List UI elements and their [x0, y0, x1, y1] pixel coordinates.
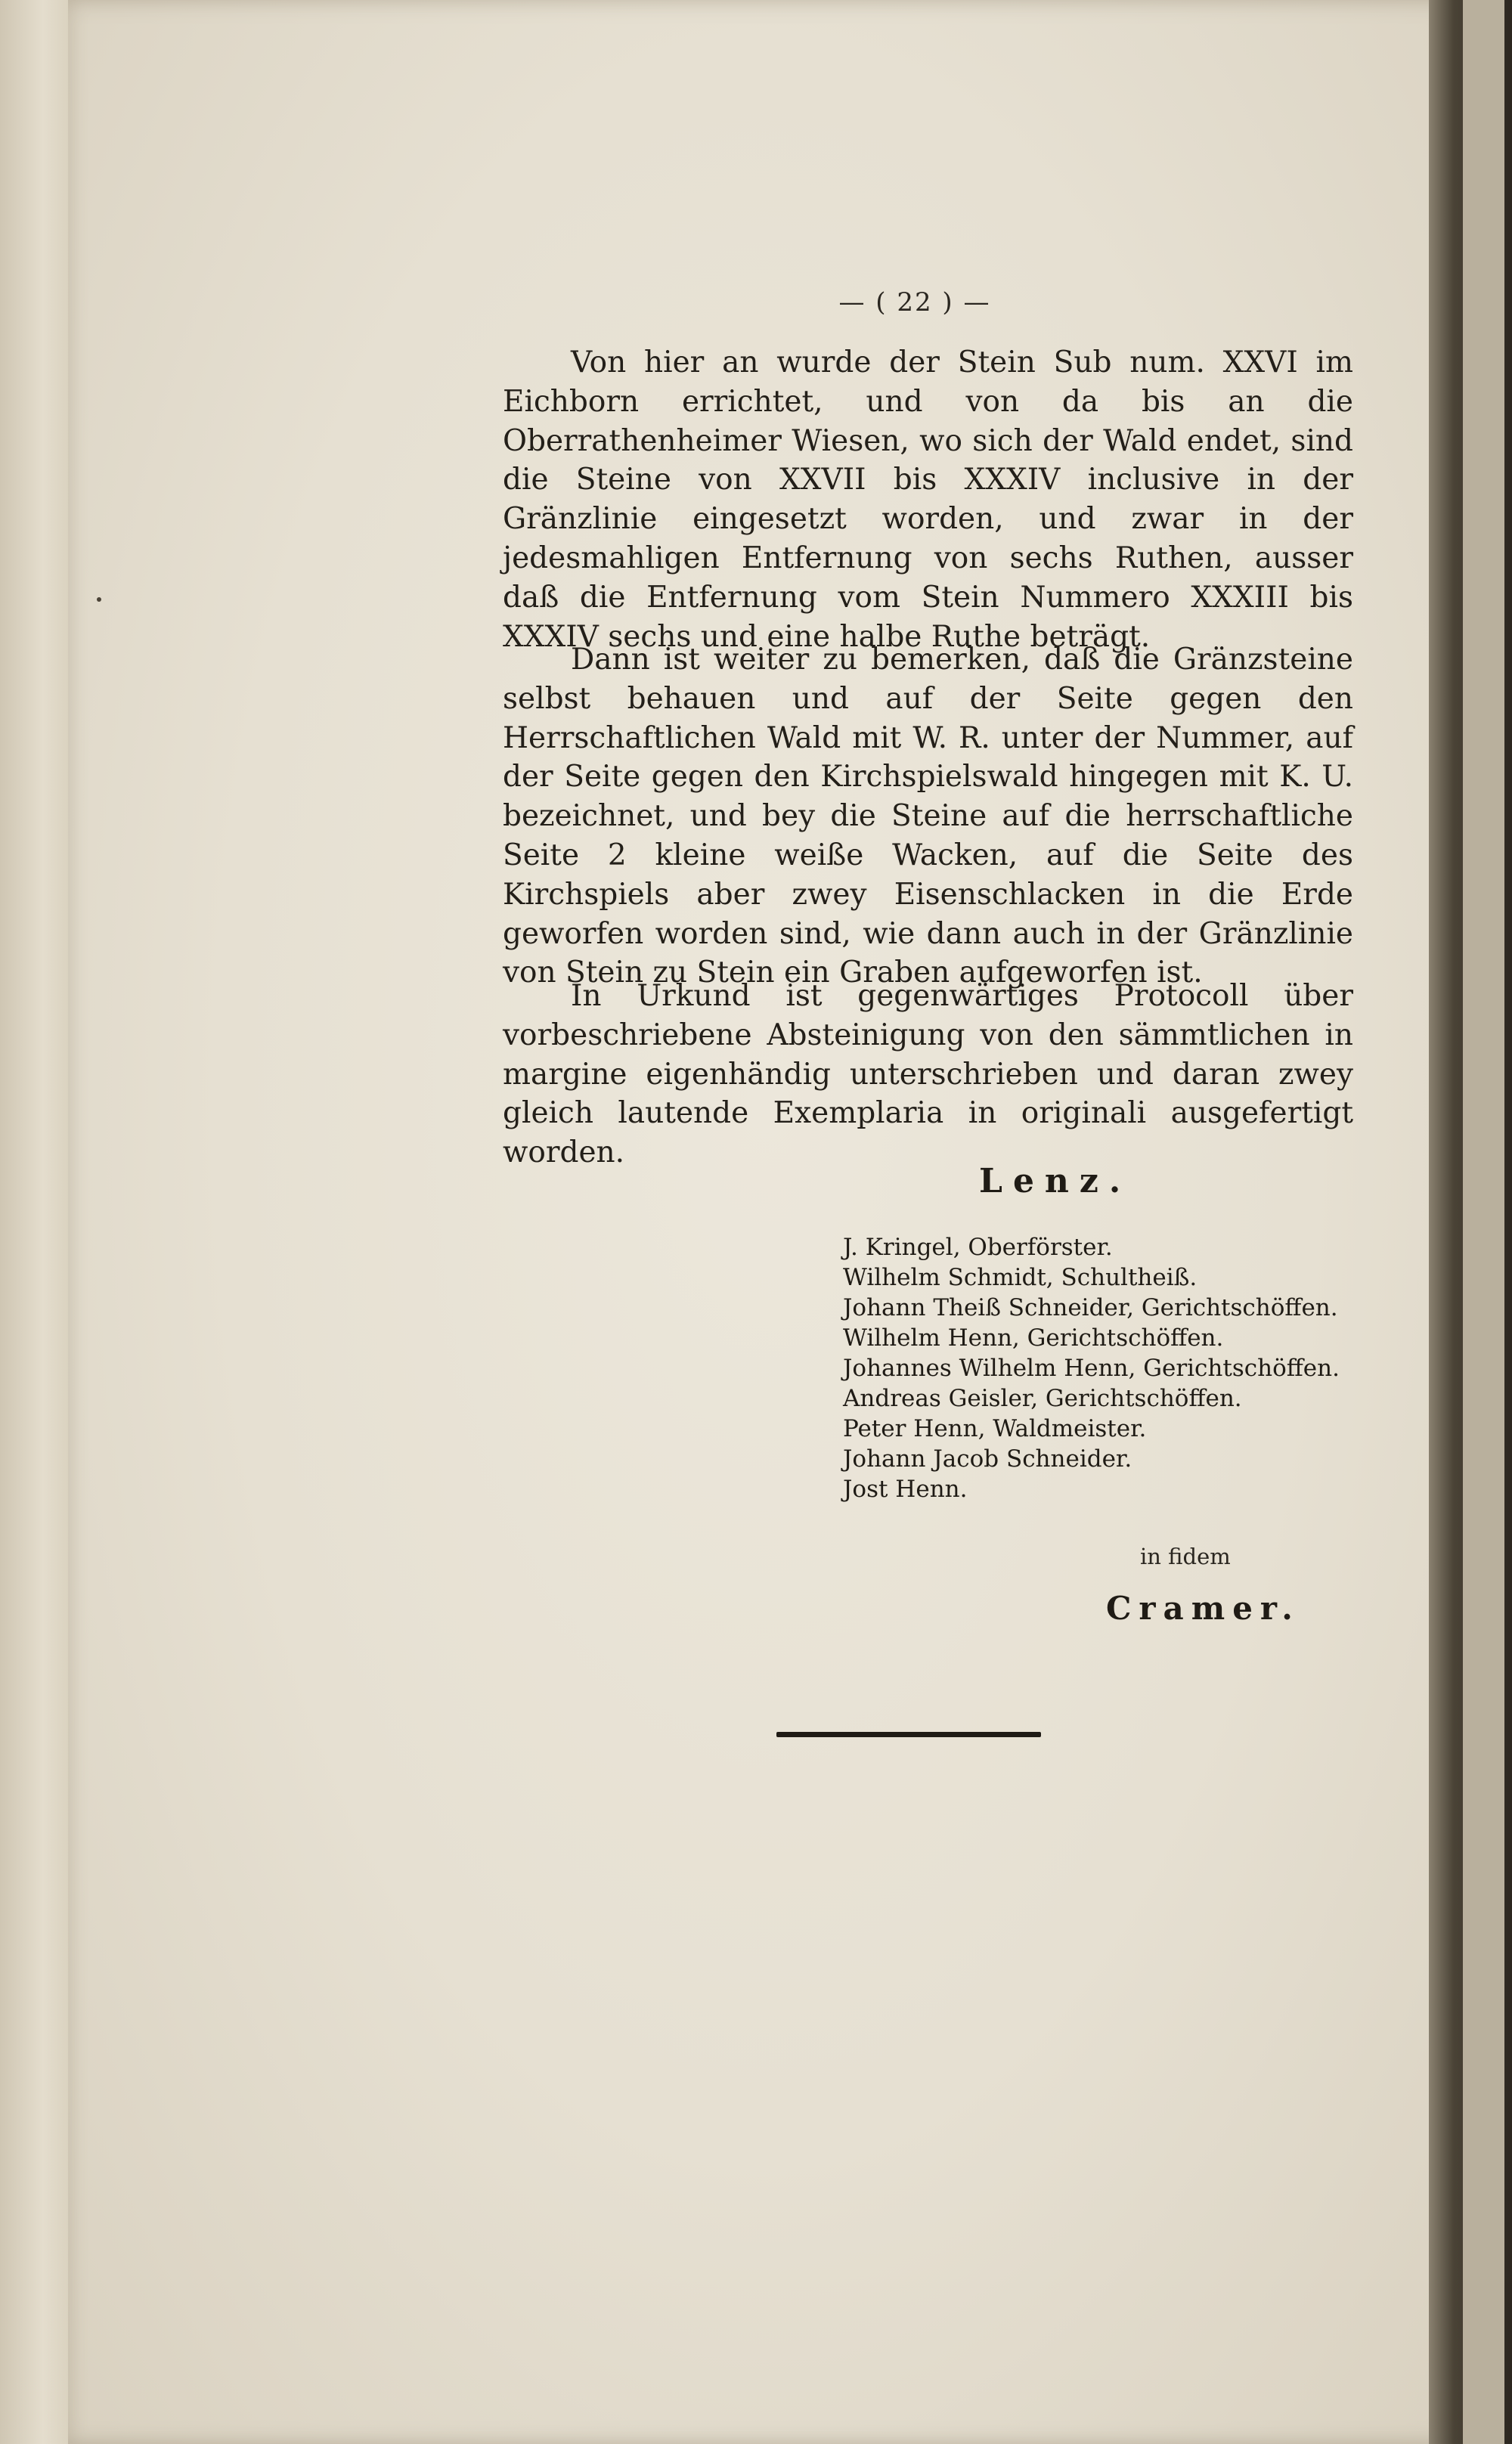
signatory: J. Kringel, Oberförster.	[843, 1234, 1113, 1261]
signatory: Jost Henn.	[843, 1476, 968, 1503]
next-page-edge	[1463, 0, 1504, 2444]
closing-rule	[776, 1732, 1041, 1737]
paragraph-stone-markings	[503, 640, 1353, 993]
signatory: Andreas Geisler, Gerichtschöffen.	[843, 1385, 1242, 1412]
signatory: Johann Theiß Schneider, Gerichtschöffen.	[843, 1294, 1338, 1321]
signature-cramer: Cramer.	[1106, 1590, 1300, 1627]
page-edge-left	[0, 0, 73, 2444]
ink-speck	[97, 597, 101, 602]
paragraph-attestation	[503, 977, 1353, 1172]
signatory: Johannes Wilhelm Henn, Gerichtschöffen.	[843, 1355, 1340, 1382]
in-fidem-label: in fidem	[1140, 1544, 1231, 1569]
signature-lenz: Lenz.	[979, 1162, 1132, 1200]
signatory: Wilhelm Schmidt, Schultheiß.	[843, 1264, 1198, 1291]
paragraph-boundary-stones	[503, 343, 1353, 656]
signatory-list	[843, 1232, 1372, 1504]
paragraph-text: In Urkund ist gegenwärtiges Protocoll über vorbeschriebene Absteinigung von den sämmtlichen in margine eigenhändig unterschrieben und daran zwey gleich lautende Exemplaria in originali ausgefertigt worden.	[503, 979, 1353, 1170]
signatory: Wilhelm Henn, Gerichtschöffen.	[843, 1324, 1224, 1352]
signatory: Peter Henn, Waldmeister.	[843, 1415, 1147, 1442]
paragraph-text: Dann ist weiter zu bemerken, daß die Gränzsteine selbst behauen und auf der Seite gegen den Herrschaftlichen Wald mit W. R. unter der Nummer, auf der Seite gegen den Kirchspielswald hingegen mit K. U. bezeichnet, und bey die Steine auf die herrschaftliche Seite 2 kleine weiße Wacken, auf die Seite des Kirchspiels aber zwey Eisenschlacken in die Erde geworfen worden sind, wie dann auch in der Gränzlinie von Stein zu Stein ein Graben aufgeworfen ist.	[503, 643, 1353, 990]
paragraph-text: Von hier an wurde der Stein Sub num. XXVI im Eichborn errichtet, und von da bis an die Oberrathenheimer Wiesen, wo sich der Wald endet, sind die Steine von XXVII bis XXXIV inclusive in der Gränzlinie eingesetzt worden, und zwar in der jedesmahligen Entfernung von sechs Ruthen, ausser daß die Entfernung vom Stein Nummero XXXIII bis XXXIV sechs und eine halbe Ruthe beträgt.	[503, 345, 1353, 654]
page-number: — ( 22 ) —	[838, 287, 991, 318]
signatory: Johann Jacob Schneider.	[843, 1445, 1132, 1473]
